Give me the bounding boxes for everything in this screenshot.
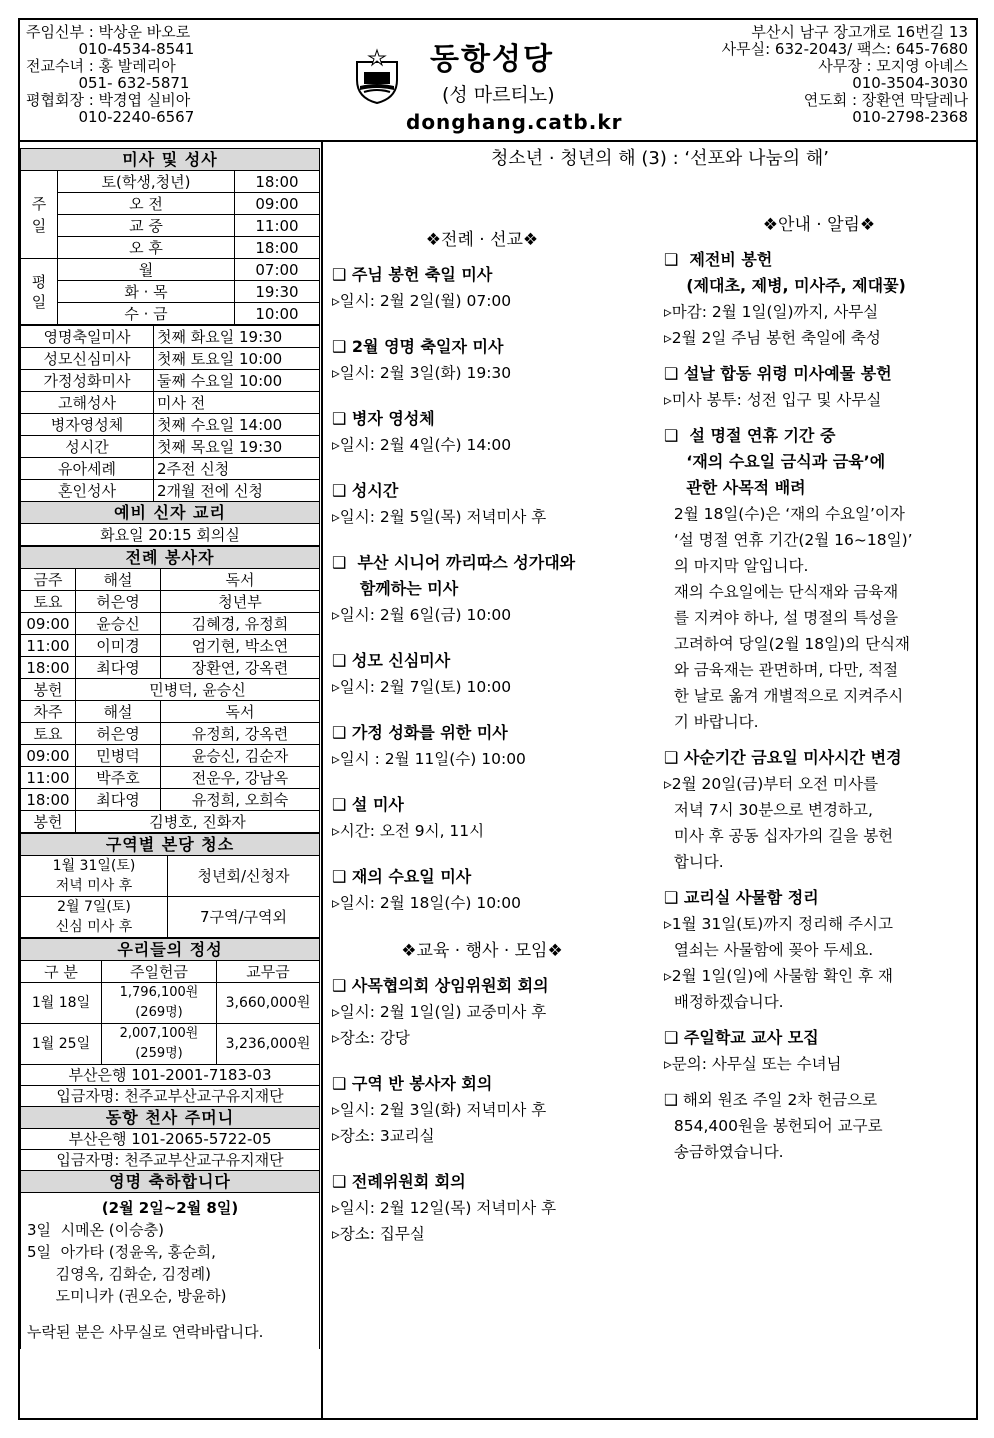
notice-line: ▹문의: 사무실 또는 수녀님 <box>664 1055 842 1073</box>
notice-line: 의 마지막 알입니다. <box>664 557 809 575</box>
notice-line: 고려하여 당일(2월 18일)의 단식재 <box>664 635 910 653</box>
mass-time: 09:00 <box>235 193 320 215</box>
col-header: 주일헌금 <box>102 961 217 983</box>
contact-line: 연도회 : 장환연 막달레나 <box>803 91 968 109</box>
feast-range: (2월 2일~2월 8일) <box>101 1199 239 1217</box>
section-heading: 우리들의 정성 <box>21 939 320 961</box>
week-label: 차주 <box>21 701 76 723</box>
bank-account-holder: 입금자명: 천주교부산교구유지재단 <box>21 1086 320 1107</box>
notice-heading: ❑ 설 명절 연휴 기간 중 ‘재의 수요일 금식과 금육’에 관한 사목적 배려 <box>664 426 886 497</box>
notice-line: 배정하겠습니다. <box>664 993 784 1011</box>
offertory-label: 봉헌 <box>21 679 76 701</box>
mass-slot: 09:00 <box>21 745 76 767</box>
notice-heading: ❑ 설 미사 <box>332 795 404 814</box>
parish-subtitle: (성 마르티노) <box>442 84 555 106</box>
catechism-info: 화요일 20:15 회의실 <box>21 524 320 546</box>
mass-time: 18:00 <box>235 171 320 193</box>
section-heading: 영명 축하합니다 <box>21 1171 320 1193</box>
liturgy-servers-table <box>20 546 320 833</box>
notice-line: ▹1월 31일(토)까지 정리해 주시고 <box>664 915 893 933</box>
mass-name: 오 전 <box>58 193 235 215</box>
notice-line: 기 바랍니다. <box>664 713 759 731</box>
commentator: 이미경 <box>76 635 161 657</box>
notice-line: ▹미사 봉투: 성전 입구 및 사무실 <box>664 391 882 409</box>
header-left-contacts <box>26 24 194 126</box>
col-header: 해설 <box>76 569 161 591</box>
notice-heading: ❑ 부산 시니어 까리따스 성가대와 함께하는 미사 <box>332 553 576 598</box>
notice-line: ▹장소: 강당 <box>332 1029 410 1047</box>
sacrament-when: 첫째 화요일 19:30 <box>154 326 320 348</box>
notice-heading: ❑ 병자 영성체 <box>332 409 435 428</box>
readers: 유정희, 오희숙 <box>161 789 320 811</box>
parish-dues: 3,660,000원 <box>217 983 320 1024</box>
notice-line: 송금하였습니다. <box>664 1143 784 1161</box>
notice-line: ▹시간: 오전 9시, 11시 <box>332 822 485 840</box>
notice-heading: ❑ 구역 반 봉사자 회의 <box>332 1074 493 1093</box>
cleaning-group: 7구역/구역외 <box>168 897 320 938</box>
notice-line: 2월 18일(수)은 ‘재의 수요일’이자 <box>664 505 905 523</box>
notice-line: ▹2월 2일 주님 봉헌 축일에 축성 <box>664 329 881 347</box>
feast-line: 3일 시메온 (이승충) <box>27 1221 164 1239</box>
notice-line: ▹일시: 2월 12일(목) 저녁미사 후 <box>332 1199 557 1217</box>
readers: 유정희, 강옥련 <box>161 723 320 745</box>
offering-date: 1월 25일 <box>21 1024 102 1065</box>
contact-line: 010-3504-3030 <box>852 74 968 92</box>
week-label: 금주 <box>21 569 76 591</box>
notice-heading: ❑ 가정 성화를 위한 미사 <box>332 723 508 742</box>
section-heading: 미사 및 성사 <box>21 149 320 171</box>
mass-slot: 토요 <box>21 723 76 745</box>
bank-account: 부산은행 101-2001-7183-03 <box>21 1065 320 1086</box>
contact-line: 010-2240-6567 <box>26 108 195 126</box>
notice-line: ▹2월 1일(일)에 사물함 확인 후 재 <box>664 967 893 985</box>
section-heading: 동항 천사 주머니 <box>21 1107 320 1129</box>
notice-heading: ❑ 2월 영명 축일자 미사 <box>332 337 504 356</box>
readers: 엄기현, 박소연 <box>161 635 320 657</box>
contact-line: 051- 632-5871 <box>26 74 190 92</box>
sacrament-name: 성모신심미사 <box>21 348 154 370</box>
mass-name: 화 · 목 <box>58 281 235 303</box>
header <box>20 20 976 142</box>
notice-line: ▹마감: 2월 1일(일)까지, 사무실 <box>664 303 879 321</box>
col-header: 교무금 <box>217 961 320 983</box>
readers: 윤승신, 김순자 <box>161 745 320 767</box>
cleaning-date: 1월 31일(토) 저녁 미사 후 <box>21 856 168 897</box>
notice-heading: ❑ 주님 봉헌 축일 미사 <box>332 265 493 284</box>
mass-time: 19:30 <box>235 281 320 303</box>
section-heading: 전례 봉사자 <box>21 547 320 569</box>
contact-line: 010-4534-8541 <box>26 40 195 58</box>
feast-day-box <box>21 1193 320 1350</box>
feast-note: 누락된 분은 사무실로 연락바랍니다. <box>27 1323 264 1341</box>
offering-date: 1월 18일 <box>21 983 102 1024</box>
notice-heading: ❑ 전례위원회 회의 <box>332 1172 466 1191</box>
notice-line: ▹일시: 2월 3일(화) 저녁미사 후 <box>332 1101 547 1119</box>
contact-line: 부산시 남구 장고개로 16번길 13 <box>751 23 968 41</box>
notice-line: 열쇠는 사물함에 꽂아 두세요. <box>664 941 874 959</box>
section-heading: 예비 신자 교리 <box>21 502 320 524</box>
sacrament-name: 영명축일미사 <box>21 326 154 348</box>
parish-title: 동항성당 <box>430 42 554 77</box>
sacrament-when: 미사 전 <box>154 392 320 414</box>
parish-website-link[interactable]: donghang.catb.kr <box>406 110 623 134</box>
offering-table <box>20 938 320 1349</box>
parish-dues: 3,236,000원 <box>217 1024 320 1065</box>
parish-logo-icon <box>354 48 400 104</box>
commentator: 민병덕 <box>76 745 161 767</box>
left-sidebar <box>20 148 320 1349</box>
mass-name: 월 <box>58 259 235 281</box>
mass-time: 11:00 <box>235 215 320 237</box>
offertory-servers: 민병덕, 윤승신 <box>76 679 320 701</box>
contact-line: 전교수녀 : 홍 발레리아 <box>26 57 176 75</box>
col-header: 구 분 <box>21 961 102 983</box>
notice-line: ▹일시: 2월 7일(토) 10:00 <box>332 678 512 696</box>
sacrament-when: 첫째 수요일 14:00 <box>154 414 320 436</box>
masthead <box>350 34 640 134</box>
readers: 전운우, 강남옥 <box>161 767 320 789</box>
cleaning-group: 청년회/신청자 <box>168 856 320 897</box>
mass-name: 교 중 <box>58 215 235 237</box>
notice-heading: ❑ 교리실 사물함 정리 <box>664 888 819 907</box>
readers: 장환연, 강옥련 <box>161 657 320 679</box>
bank-account: 부산은행 101-2065-5722-05 <box>21 1129 320 1150</box>
weekday-label: 평 일 <box>21 259 58 325</box>
notice-line: 재의 수요일에는 단식재와 금육재 <box>664 583 899 601</box>
contact-line: 사무장 : 모지영 아녜스 <box>818 57 968 75</box>
commentator: 박주호 <box>76 767 161 789</box>
bulletin-frame <box>18 18 978 1420</box>
cleaning-date: 2월 7일(토) 신심 미사 후 <box>21 897 168 938</box>
sunday-offering: 2,007,100원 (259명) <box>102 1024 217 1065</box>
offertory-label: 봉헌 <box>21 811 76 833</box>
liturgy-column <box>332 225 632 1247</box>
notice-line: 한 날로 옮겨 개별적으로 지켜주시 <box>664 687 904 705</box>
mass-name: 오 후 <box>58 237 235 259</box>
notice-heading: ❑ 사순기간 금요일 미사시간 변경 <box>664 748 902 767</box>
notice-line: ▹일시 : 2월 11일(수) 10:00 <box>332 750 526 768</box>
notice-line: ▹장소: 집무실 <box>332 1225 425 1243</box>
mass-name: 수 · 금 <box>58 303 235 325</box>
column-divider <box>321 140 323 1420</box>
notice-line: ▹장소: 3교리실 <box>332 1127 435 1145</box>
commentator: 최다영 <box>76 789 161 811</box>
sacrament-name: 성시간 <box>21 436 154 458</box>
notice-line: ▹일시: 2월 5일(목) 저녁미사 후 <box>332 508 547 526</box>
contact-line: 010-2798-2368 <box>852 108 968 126</box>
mass-slot: 18:00 <box>21 789 76 811</box>
notice-line: 저녁 7시 30분으로 변경하고, <box>664 801 873 819</box>
mass-slot: 09:00 <box>21 613 76 635</box>
sacrament-when: 첫째 토요일 10:00 <box>154 348 320 370</box>
main-title: 청소년 · 청년의 해 (3) : ‘선포와 나눔의 해’ <box>491 148 829 169</box>
mass-time: 18:00 <box>235 237 320 259</box>
notice-heading: ❑ 주일학교 교사 모집 <box>664 1028 819 1047</box>
notice-line: ▹일시: 2월 2일(월) 07:00 <box>332 292 512 310</box>
readers: 청년부 <box>161 591 320 613</box>
notice-heading: ❑ 설날 합동 위령 미사예물 봉헌 <box>664 364 892 383</box>
sacrament-when: 2주전 신청 <box>154 458 320 480</box>
sunday-offering: 1,796,100원 (269명) <box>102 983 217 1024</box>
offertory-servers: 김병호, 진화자 <box>76 811 320 833</box>
mass-slot: 11:00 <box>21 767 76 789</box>
sacrament-name: 유아세례 <box>21 458 154 480</box>
sacrament-name: 가정성화미사 <box>21 370 154 392</box>
feast-line: 5일 아가타 (정윤옥, 홍순희, <box>27 1243 216 1261</box>
bank-account-holder: 입금자명: 천주교부산교구유지재단 <box>21 1150 320 1171</box>
sacrament-when: 둘째 수요일 10:00 <box>154 370 320 392</box>
readers: 김혜경, 유정희 <box>161 613 320 635</box>
notice-line: ▹일시: 2월 6일(금) 10:00 <box>332 606 512 624</box>
sacrament-name: 혼인성사 <box>21 480 154 502</box>
mass-name: 토(학생,청년) <box>58 171 235 193</box>
feast-line: 김영옥, 김화순, 김정례) <box>27 1265 211 1283</box>
notice-heading: ❑ 사목협의회 상임위원회 회의 <box>332 976 549 995</box>
commentator: 허은영 <box>76 723 161 745</box>
section-heading: 구역별 본당 청소 <box>21 834 320 856</box>
announcements-column <box>664 210 974 1165</box>
cleaning-table <box>20 833 320 938</box>
notice-line: 합니다. <box>664 853 724 871</box>
notice-line: ▹일시: 2월 18일(수) 10:00 <box>332 894 521 912</box>
sacrament-table <box>20 325 320 546</box>
header-right-contacts <box>722 24 968 126</box>
col-header: 독서 <box>161 569 320 591</box>
notice-heading: ❑ 성모 신심미사 <box>332 651 451 670</box>
col-header: 독서 <box>161 701 320 723</box>
col-header: 해설 <box>76 701 161 723</box>
mass-time: 07:00 <box>235 259 320 281</box>
feast-line: 도미니카 (권오순, 방윤하) <box>27 1287 227 1305</box>
sacrament-name: 병자영성체 <box>21 414 154 436</box>
notice-line: ▹일시: 2월 1일(일) 교중미사 후 <box>332 1003 547 1021</box>
notice-line: 를 지켜야 하나, 설 명절의 특성을 <box>664 609 899 627</box>
notice-heading: ❑ 성시간 <box>332 481 399 500</box>
notice-line: ‘설 명절 연휴 기간(2월 16~18일)’ <box>664 531 913 549</box>
mass-slot: 11:00 <box>21 635 76 657</box>
sunday-label: 주 일 <box>21 171 58 259</box>
mass-schedule-table <box>20 148 320 325</box>
section-title: ❖전례 · 선교❖ <box>425 230 539 250</box>
notice-line: ▹2월 20일(금)부터 오전 미사를 <box>664 775 878 793</box>
commentator: 최다영 <box>76 657 161 679</box>
notice-line: ▹일시: 2월 3일(화) 19:30 <box>332 364 512 382</box>
commentator: 윤승신 <box>76 613 161 635</box>
notice-line: ▹일시: 2월 4일(수) 14:00 <box>332 436 512 454</box>
contact-line: 사무실: 632-2043/ 팩스: 645-7680 <box>721 40 968 58</box>
sacrament-when: 첫째 목요일 19:30 <box>154 436 320 458</box>
notice-heading: ❑ 제전비 봉헌 (제대초, 제병, 미사주, 제대꽃) <box>664 250 906 295</box>
section-title: ❖안내 · 알림❖ <box>762 215 876 235</box>
section-title: ❖교육 · 행사 · 모임❖ <box>401 941 563 961</box>
mass-slot: 18:00 <box>21 657 76 679</box>
mass-slot: 토요 <box>21 591 76 613</box>
notice-line: ❑ 해외 원조 주일 2차 헌금으로 <box>664 1091 878 1109</box>
notice-heading: ❑ 재의 수요일 미사 <box>332 867 472 886</box>
commentator: 허은영 <box>76 591 161 613</box>
sacrament-name: 고해성사 <box>21 392 154 414</box>
notice-line: 854,400원을 봉헌되어 교구로 <box>664 1117 883 1135</box>
notice-line: 미사 후 공동 십자가의 길을 봉헌 <box>664 827 894 845</box>
mass-time: 10:00 <box>235 303 320 325</box>
contact-line: 평협회장 : 박경엽 실비아 <box>26 91 191 109</box>
notice-line: 와 금육재는 관면하며, 다만, 적절 <box>664 661 899 679</box>
sacrament-when: 2개월 전에 신청 <box>154 480 320 502</box>
contact-line: 주임신부 : 박상운 바오로 <box>26 23 191 41</box>
